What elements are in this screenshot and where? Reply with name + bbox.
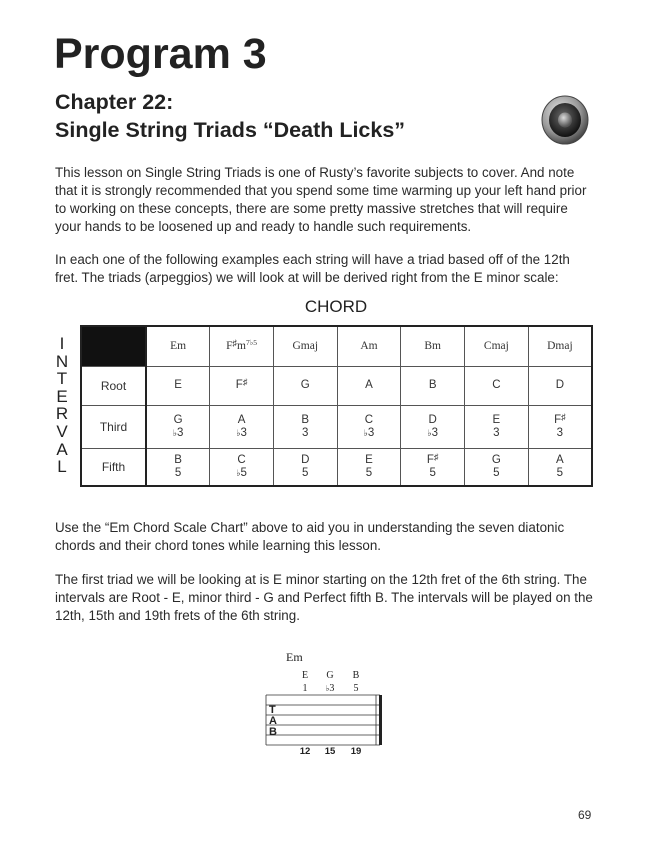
speaker-icon[interactable] (540, 95, 590, 150)
note-cell: A ♭3 (210, 405, 274, 448)
note-cell: G ♭3 (146, 405, 210, 448)
tab-letter-b: B (269, 726, 277, 738)
note-cell: B 5 (146, 448, 210, 486)
root-row (81, 366, 592, 405)
tab-chord-name: Em (286, 650, 303, 664)
page-number: 69 (578, 808, 592, 822)
use-chart-paragraph: Use the “Em Chord Scale Chart” above to aid you in understanding the seven diatonic chords and their chord tones while learning this lesson. (55, 520, 565, 553)
tab-staff (264, 692, 389, 750)
tab-note-name: G (326, 670, 334, 681)
tab-note-name: E (301, 670, 309, 681)
note-cell: E (146, 366, 210, 405)
note-cell: G 5 (465, 448, 529, 486)
program-title: Program 3 (54, 30, 267, 78)
chapter-subtitle: Single String Triads “Death Licks” (55, 118, 406, 142)
note-cell: E 3 (465, 405, 529, 448)
third-row (81, 405, 592, 448)
first-triad-paragraph: The first triad we will be looking at is E minor starting on the 12th fret of the 6th string. The intervals are Root - E, minor third - G and Perfect fifth B. The intervals will be played on the 12th, 15th and 19th frets of the 6th string. (55, 572, 593, 623)
note-cell: A 5 (528, 448, 592, 486)
note-cell: D ♭3 (401, 405, 465, 448)
note-cell: B (401, 366, 465, 405)
interval-letter: E (56, 386, 68, 406)
chord-header-row (81, 326, 592, 366)
intro-paragraph: This lesson on Single String Triads is one of Rusty’s favorite subjects to cover. And note that it is strongly recommended that you spend some time warming up your left hand prior to working on these concepts, there are some pretty massive stretches that will require your hands to be loosened up and ready to handle such requirements. (55, 165, 587, 234)
note-cell: D 5 (273, 448, 337, 486)
chord-column-header: Em (146, 326, 210, 366)
fret-number: 15 (324, 746, 336, 757)
note-cell: E 5 (337, 448, 401, 486)
fifth-row (81, 448, 592, 486)
interval-letter: L (57, 457, 67, 477)
chord-column-header: Am (337, 326, 401, 366)
note-cell: F♯ 5 (401, 448, 465, 486)
note-cell: B 3 (273, 405, 337, 448)
interval-side-label (55, 335, 69, 476)
triads-paragraph: In each one of the following examples each string will have a triad based off of the 12th fret. The triads (arpeggios) we will look at will be derived right from the E minor scale: (55, 252, 570, 285)
interval-letter: V (56, 421, 68, 441)
note-cell: C ♭5 (210, 448, 274, 486)
chord-heading: CHORD (304, 297, 368, 316)
interval-letter: R (55, 404, 69, 424)
tab-degree: ♭3 (325, 683, 335, 694)
chord-column-header: $F^♯m^{7♭5}$ (210, 326, 274, 366)
tab-degree: 5 (353, 683, 359, 694)
chord-column-header: Bm (401, 326, 465, 366)
tab-letter-a: A (269, 715, 277, 727)
tab-note-name: B (352, 670, 360, 681)
note-cell: C (465, 366, 529, 405)
chapter-title: Chapter 22: (55, 90, 174, 114)
chord-column-header: Dmaj (528, 326, 592, 366)
note-cell: F♯ 3 (528, 405, 592, 448)
interval-letter: A (56, 439, 68, 459)
interval-letter: T (56, 369, 68, 389)
note-cell: G (273, 366, 337, 405)
row-label-root: Root (81, 366, 146, 405)
note-cell: C ♭3 (337, 405, 401, 448)
fret-number: 12 (299, 746, 311, 757)
row-label-third: Third (81, 405, 146, 448)
chord-scale-table (80, 325, 593, 487)
interval-letter: N (55, 351, 69, 371)
row-label-fifth: Fifth (81, 448, 146, 486)
tab-example (264, 650, 394, 760)
note-cell: F♯ (210, 366, 274, 405)
note-cell: A (337, 366, 401, 405)
chord-column-header: Cmaj (465, 326, 529, 366)
tab-degree: 1 (302, 683, 308, 694)
note-cell: D (528, 366, 592, 405)
chord-column-header: Gmaj (273, 326, 337, 366)
tab-letter-t: T (269, 704, 276, 716)
interval-letter: I (59, 334, 65, 353)
fret-number: 19 (350, 746, 362, 757)
table-corner-cell (81, 326, 146, 366)
